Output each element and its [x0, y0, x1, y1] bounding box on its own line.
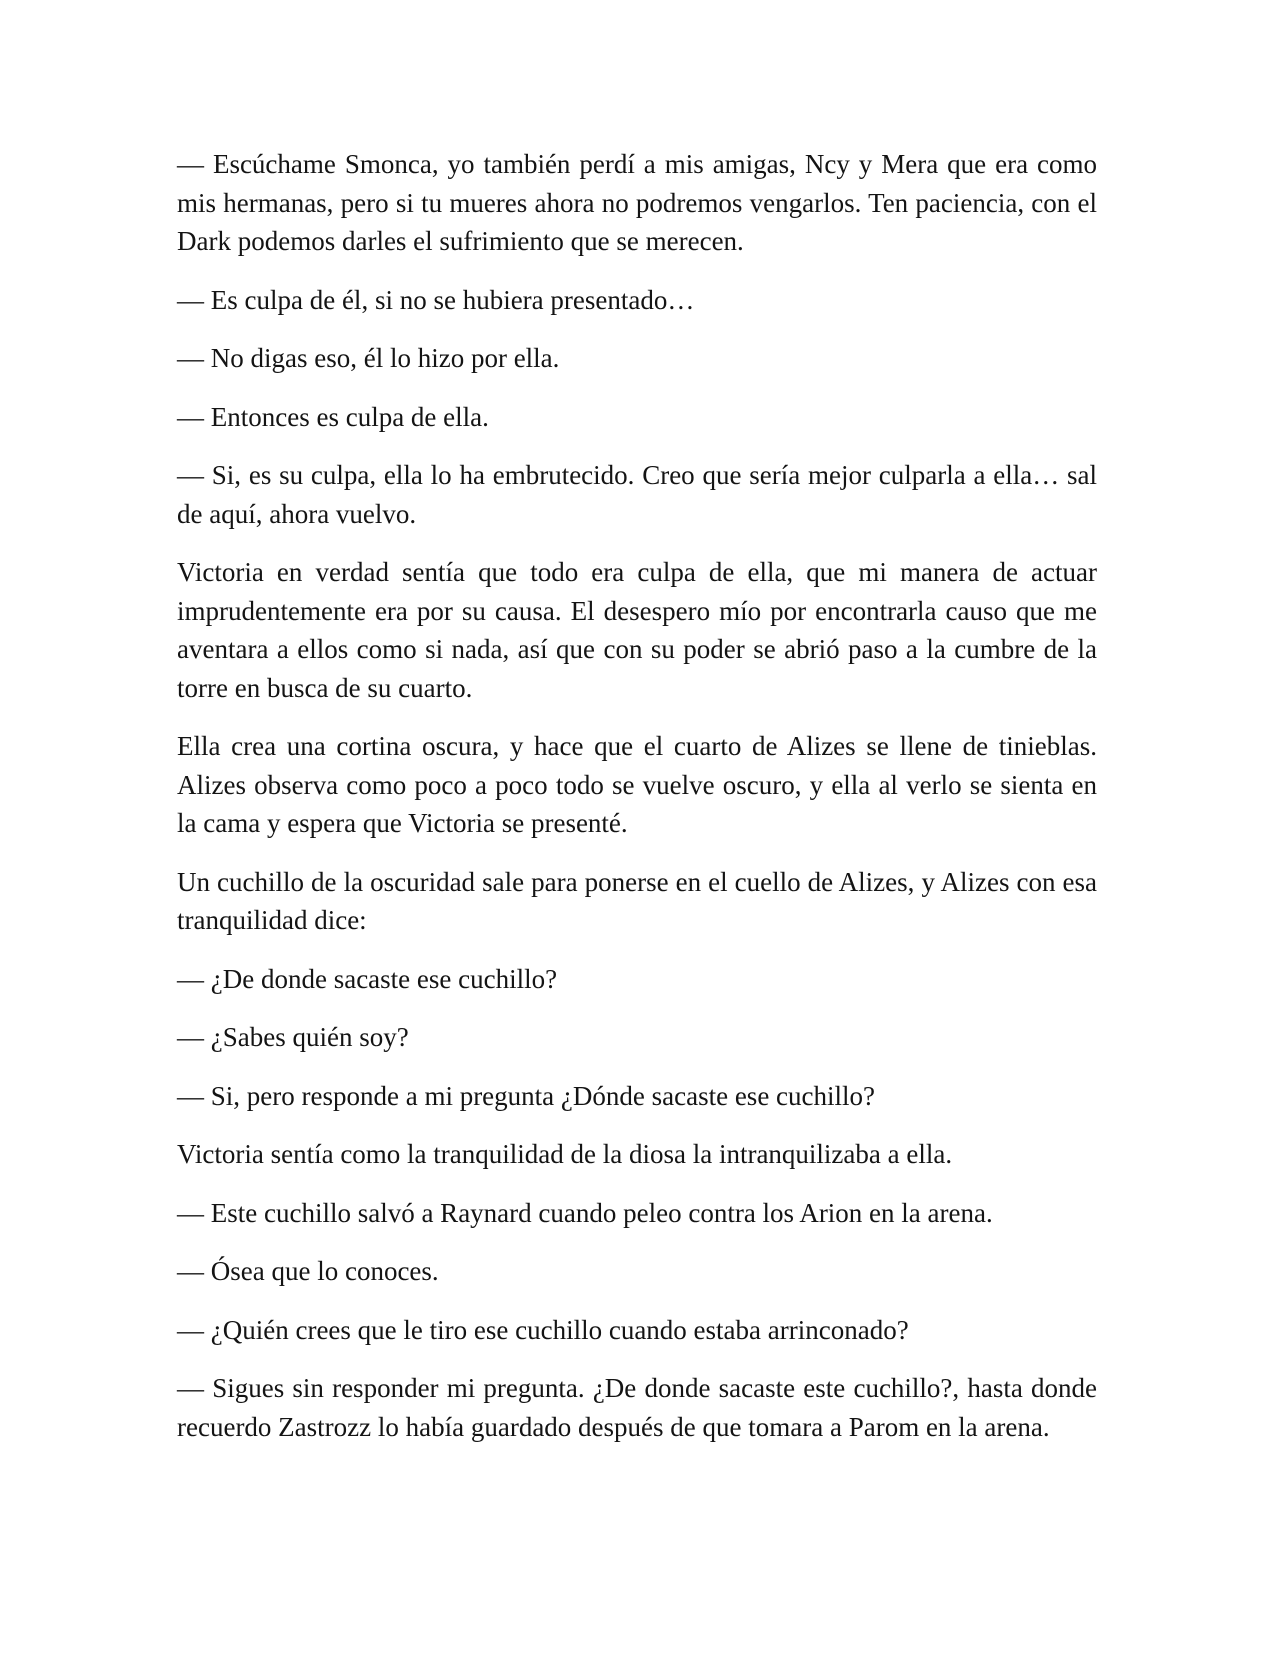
- paragraph: — Escúchame Smonca, yo también perdí a mis amigas, Ncy y Mera que era como mis hermanas, pero si tu mueres ahora no podremos vengarlos. Ten paciencia, con el Dark podemos darles el sufrimiento que se merecen.: [177, 149, 1097, 256]
- paragraph: — Es culpa de él, si no se hubiera presentado…: [177, 284, 695, 315]
- paragraph: — ¿Quién crees que le tiro ese cuchillo cuando estaba arrinconado?: [177, 1314, 909, 1345]
- paragraph: Un cuchillo de la oscuridad sale para ponerse en el cuello de Alizes, y Alizes con esa tranquilidad dice:: [177, 866, 1097, 935]
- paragraph: — Si, pero responde a mi pregunta ¿Dónde sacaste ese cuchillo?: [177, 1080, 876, 1111]
- document-body: [177, 145, 1097, 1466]
- paragraph: — Ósea que lo conoces.: [177, 1256, 439, 1286]
- paragraph: — No digas eso, él lo hizo por ella.: [177, 343, 560, 373]
- paragraph: Victoria en verdad sentía que todo era culpa de ella, que mi manera de actuar imprudentemente era por su causa. El desespero mío por encontrarla causo que me aventara a ellos como si nada, así que con su poder se abrió paso a la cumbre de la torre en busca de su cuarto.: [177, 557, 1097, 703]
- paragraph: Victoria sentía como la tranquilidad de la diosa la intranquilizaba a ella.: [177, 1139, 953, 1169]
- paragraph: — Sigues sin responder mi pregunta. ¿De donde sacaste este cuchillo?, hasta donde recuerdo Zastrozz lo había guardado después de que tomara a Parom en la arena.: [177, 1373, 1097, 1442]
- paragraph: Ella crea una cortina oscura, y hace que el cuarto de Alizes se llene de tinieblas. Alizes observa como poco a poco todo se vuelve oscuro, y ella al verlo se sienta en la cama y espera que Victoria se presenté.: [177, 731, 1097, 838]
- paragraph: — Entonces es culpa de ella.: [177, 401, 489, 432]
- paragraph: — Este cuchillo salvó a Raynard cuando peleo contra los Arion en la arena.: [177, 1197, 993, 1228]
- paragraph: — Si, es su culpa, ella lo ha embrutecido. Creo que sería mejor culparla a ella… sal de aquí, ahora vuelvo.: [177, 460, 1097, 529]
- paragraph: — ¿Sabes quién soy?: [177, 1022, 409, 1052]
- paragraph: — ¿De donde sacaste ese cuchillo?: [177, 963, 558, 994]
